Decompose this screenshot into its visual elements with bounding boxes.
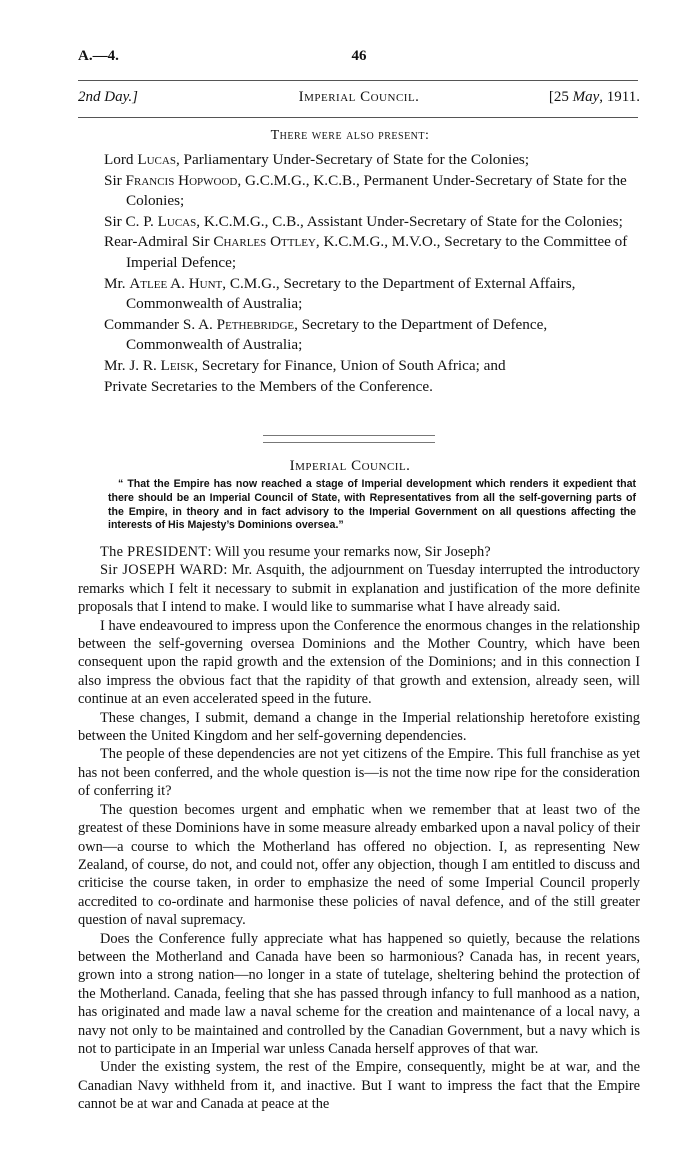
paragraph-ward-opening: Sir JOSEPH WARD: Mr. Asquith, the adjournment on Tuesday interrupted the introductory remarks which I felt it necessary to submit in explanation and justification of the more definite proposals that I intend to make. I would like to summarise what I have already said. [78, 562, 640, 616]
resolution-text: “ That the Empire has now reached a stage of Imperial development which renders it expedient that there should be an Imperial Council of State, with Representatives from all the self-governing parts of the Empire, in theory and in fact advisory to the Imperial Government on all questions affecting the interests of His Majesty’s Dominions oversea.” [108, 478, 636, 532]
running-header [78, 89, 640, 109]
attendee-item: Commander S. A. Pethebridge, Secretary to the Department of Defence, Commonwealth of Australia; [104, 315, 548, 354]
attendee-item: Sir Francis Hopwood, G.C.M.G., K.C.B., Permanent Under-Secretary of State for the Colonies; [104, 171, 627, 210]
paragraph: The people of these dependencies are not yet citizens of the Empire. This full franchise as yet has not been conferred, and the whole question is—is not the time now ripe for the consideration of conferring it? [78, 746, 640, 800]
paragraph: Does the Conference fully appreciate what has happened so quietly, because the relations between the Motherland and Canada have been so harmonious? Canada has, in recent years, grown into a strong nation—no longer in a state of tutelage, sheltering behind the protection of the Motherland. Canada, feeling that she has passed through infancy to full manhood as a nation, has originated and made law a naval scheme for the creation and maintenance of a local navy, a navy not only to be maintained and controlled by the Canadian Government, but a navy which is not to participate in an Imperial war unless Canada herself approves of that war. [78, 930, 640, 1057]
running-title: Imperial Council. [298, 89, 420, 105]
attendee-list [104, 150, 638, 397]
speaker-name: The PRESIDENT [100, 544, 208, 560]
attendee-item: Rear-Admiral Sir Charles Ottley, K.C.M.G., M.V.O., Secretary to the Committee of Imperial Defence; [104, 233, 628, 271]
paragraph: Under the existing system, the rest of the Empire, consequently, might be at war, and the Canadian Navy withheld from it, and inactive. But I want to impress the fact that the Empire cannot be at war and Canada at peace at the [78, 1059, 640, 1113]
paragraph: These changes, I submit, demand a change in the Imperial relationship heretofore existing between the United Kingdom and her self-governing dependencies. [78, 709, 640, 745]
attendee-item: Mr. J. R. Leisk, Secretary for Finance, Union of South Africa; and [104, 356, 506, 374]
sitting-date: [25 May, 1911. [548, 89, 640, 105]
attendee-item: Sir C. P. Lucas, K.C.M.G., C.B., Assistant Under-Secretary of State for the Colonies; [104, 212, 623, 230]
attendee-item: Private Secretaries to the Members of the Conference. [104, 377, 433, 395]
also-present-heading: There were also present: [270, 128, 430, 143]
header-rule-top [78, 80, 638, 81]
paragraph: The question becomes urgent and emphatic when we remember that at least two of the greatest of these Dominions have in some measure already embarked upon a naval policy of their own—a course to which the Motherland has offered no objection. I, as representing New Zealand, of course, do not, and could not, offer any objection, though I am entitled to discuss and criticise the course taken, in order to emphasize the need of some Imperial Council properly accredited to co-ordinate and harmonise these policies of naval defence, and of the still greater question of naval supremacy. [78, 801, 640, 929]
page-number: 46 [351, 48, 367, 64]
section-divider [263, 435, 435, 443]
sitting-day: 2nd Day.] [78, 89, 138, 105]
page-top-line [78, 48, 640, 68]
section-title: Imperial Council. [289, 458, 411, 474]
paragraph: I have endeavoured to impress upon the Conference the enormous changes in the relationship between the self-governing oversea Dominions and the Mother Country, which have been consequent upon the rapid growth and the extension of the Dominions; and in this connection I also impress the obvious fact that the rapidity of that growth and extension, already seen, will continue at an even accelerated speed in the future. [78, 617, 640, 708]
speaker-name: Sir JOSEPH WARD [100, 562, 224, 579]
header-rule-bottom [78, 117, 638, 118]
paragraph-president: The PRESIDENT: Will you resume your remarks now, Sir Joseph? [100, 544, 491, 560]
debate-body [78, 543, 640, 1114]
attendee-item: Mr. Atlee A. Hunt, C.M.G., Secretary to the Department of External Affairs, Commonwealth of Australia; [104, 274, 576, 313]
paper-code: A.—4. [78, 48, 119, 64]
attendee-item: Lord Lucas, Parliamentary Under-Secretary of State for the Colonies; [104, 151, 530, 168]
